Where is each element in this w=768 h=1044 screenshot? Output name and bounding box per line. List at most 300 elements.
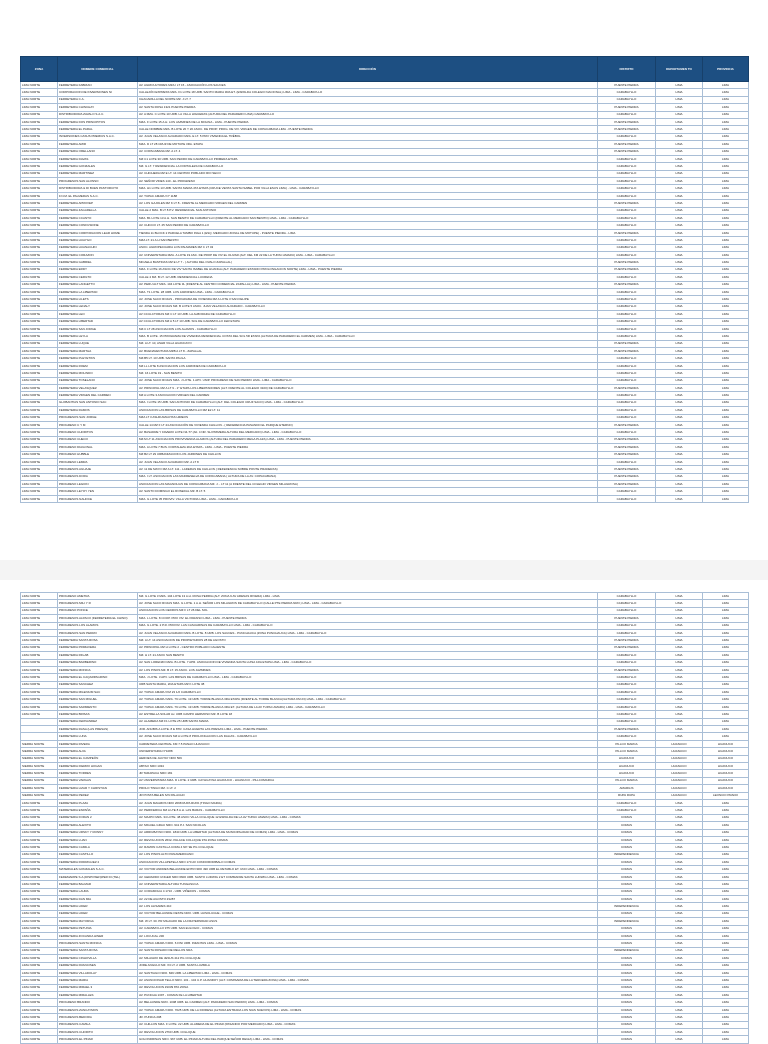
cell-distrito: PUENTE PIEDRA [598,726,656,733]
cell-direccion: AV. LOS GAJOLES MZ K LT 8 - FRENTE AL MERCADO VIRGEN DEL CARMEN [138,200,598,207]
table-row [21,903,749,910]
cell-zona: SIERRA NORTE [21,740,58,747]
cell-distrito: CARABAYLLO [598,251,656,258]
cell-departamento: LIMA [656,814,703,821]
cell-distrito: CARABAYLLO [598,192,656,199]
cell-zona: LIMA NORTE [21,251,58,258]
cell-nombre-comercial: F.N.M. EL PALMERAS S.A.C. [58,192,138,199]
table-row [21,89,749,96]
cell-zona: LIMA NORTE [21,836,58,843]
cell-nombre-comercial: FERRETERIA MOLINDO [58,370,138,377]
cell-departamento: LIMA [656,984,703,991]
cell-departamento: LIMA [656,881,703,888]
table-row [21,666,749,673]
cell-direccion: MZ C1 LOTE 30 URB. SAN PEDRO DE CARABAYLLO PRIMERA ETAPA [138,155,598,162]
cell-nombre-comercial: FERRETERIA CCANTO [58,215,138,222]
cell-departamento: LIMA [656,629,703,636]
cell-distrito: COMAS [598,881,656,888]
cell-distrito: PILLCO MARCA [598,740,656,747]
table-row [21,458,749,465]
cell-departamento: LIMA [656,844,703,851]
cell-distrito: INDEPENDENCIA [598,851,656,858]
cell-direccion: JORE ANGULO MZ. X3 LT. 2 URB. SANTA LUZMILA [138,962,598,969]
table-row [21,370,749,377]
table-row [21,207,749,214]
table-row [21,385,749,392]
cell-distrito: CARABAYLLO [598,215,656,222]
cell-direccion: MZA LT. 21 A.H SAN BENITO [138,237,598,244]
table-row [21,495,749,502]
cell-provincia: LIMA [703,1029,749,1036]
cell-direccion: AV. BASADRE Y FAVERO LOTE N4-T7 (Alt. 4 NR. SH PRIMERA ALTURA DEL MERCADO) LIMA - LIMA - CARABAYLLO [138,429,598,436]
cell-nombre-comercial: PROGRESOS CAMILA [58,1021,138,1028]
cell-nombre-comercial: FERRETERIA LA LIBERTAD [58,288,138,295]
cell-direccion: AV. SANTIAGO NRO. 849 URB. LA LIBERTAD LIMA - LIMA - COMAS [138,969,598,976]
cell-departamento: LIMA [656,674,703,681]
cell-distrito: PUENTE PIEDRA [598,259,656,266]
table-row [21,807,749,814]
cell-provincia: LIMA [703,141,749,148]
cell-provincia: LIMA [703,466,749,473]
cell-provincia: LIMA [703,215,749,222]
cell-departamento: LIMA [656,955,703,962]
cell-direccion: AV. PERIFERICA MZ A LTE 8 A.H. LAS BARAS - CARABAYLLO [138,807,598,814]
cell-nombre-comercial: FERRETERIA TOSELANO [58,377,138,384]
cell-nombre-comercial: FEDEMARPE S.A.(DISPOSEN)PER DI (TEL) [58,873,138,880]
cell-zona: LIMA NORTE [21,222,58,229]
cell-departamento: LIMA [656,807,703,814]
cell-zona: LIMA NORTE [21,659,58,666]
cell-nombre-comercial: FERRETERIA HUANACHIN [58,244,138,251]
table-row [21,466,749,473]
cell-zona: LIMA NORTE [21,1006,58,1013]
cell-distrito: COMAS [598,962,656,969]
cell-distrito: PUENTE PIEDRA [598,385,656,392]
cell-distrito: PUENTE PIEDRA [598,451,656,458]
table-row [21,836,749,843]
cell-provincia: LIMA [703,873,749,880]
cell-departamento: LIMA [656,414,703,421]
cell-zona: LIMA NORTE [21,644,58,651]
cell-direccion: AV. SANTA ROSA 1321 PUENTE PIEDRA [138,104,598,111]
cell-provincia: LIMA [703,200,749,207]
cell-provincia: LIMA [703,881,749,888]
cell-departamento: LIMA [656,689,703,696]
cell-provincia: LIMA [703,207,749,214]
cell-direccion: AV. CHICHERA MZ E LT. 14 CENTRO POBLADO RIO SECO [138,170,598,177]
cell-provincia: LIMA [703,104,749,111]
cell-distrito: COMAS [598,814,656,821]
table-row [21,192,749,199]
cell-direccion: MZ.M LT 11 ASOCIACION PROVIVIENDA ALAMOS (ALTURA DEL PARADERO MEGA PLAZA) LIMA - LIMA - PUENTE PIEDRA [138,436,598,443]
cell-direccion: AV. JOSE SACO ROJAS MZ A LOTE 8 PROLONGACION LAS DALIAS - CARABAYLLO [138,733,598,740]
cell-nombre-comercial: DISTRIBUIDORA ZAVALO S.A.C. [58,111,138,118]
cell-distrito: CARABAYLLO [598,629,656,636]
cell-distrito: CARABAYLLO [598,222,656,229]
cell-zona: LIMA NORTE [21,104,58,111]
table-row [21,615,749,622]
table-row [21,918,749,925]
table-row [21,785,749,792]
table-row [21,429,749,436]
cell-zona: LIMA NORTE [21,829,58,836]
cell-zona: LIMA NORTE [21,318,58,325]
cell-direccion: ABTAO NRO 1034 [138,762,598,769]
table-row [21,133,749,140]
table-row [21,622,749,629]
cell-provincia: LIMA [703,296,749,303]
cell-departamento: LIMA [656,488,703,495]
table-row [21,333,749,340]
cell-zona: LIMA NORTE [21,266,58,273]
table-row [21,148,749,155]
cell-zona: LIMA NORTE [21,666,58,673]
cell-direccion: AV. LOS PINOS ALTO PANAMERICANO [138,851,598,858]
cell-distrito: PUENTE PIEDRA [598,637,656,644]
cell-zona: LIMA NORTE [21,896,58,903]
cell-nombre-comercial: FERRETERIA C.A. [58,96,138,103]
cell-departamento: LIMA [656,466,703,473]
cell-nombre-comercial: FERRETERIA LANGETTO [58,281,138,288]
cell-departamento: LIMA [656,311,703,318]
cell-departamento: LIMA [656,288,703,295]
cell-direccion: CALLEJÓN EXPRESS MZA. F1 LOTE 18 URB. SANTO MARIA 3RA ET. (ESPALDA COLEGIO NACIONAL) LIMA - LIMA - CARABAYLLO [138,89,598,96]
cell-provincia: LIMA [703,681,749,688]
cell-zona: LIMA NORTE [21,207,58,214]
cell-zona: LIMA NORTE [21,407,58,414]
cell-distrito: INDEPENDENCIA [598,947,656,954]
cell-direccion: MZ. G LT. 7 RESIDENCIAL LA FORTALEZA DE CARABAYLLO [138,163,598,170]
cell-nombre-comercial: FERRETERIA RAMOS [58,407,138,414]
cell-departamento: LIMA [656,266,703,273]
cell-nombre-comercial: INVERSIONES CASUS PREMIUS S.A.C. [58,133,138,140]
cell-provincia: HUANUCO [703,740,749,747]
table-row [21,1014,749,1021]
table-row [21,674,749,681]
cell-departamento: LIMA [656,733,703,740]
cell-direccion: AV CCULCTORAS MZ A 5 LT 10 URB. SOL DE CARABAYLLO 1ER ETAPA [138,318,598,325]
cell-direccion: CALLE 4 MZ. B LT. 12 URB. RESIDENCIAL LUCRENA [138,274,598,281]
table-row [21,792,749,799]
cell-distrito: CARABAYLLO [598,163,656,170]
cell-direccion: AV CCULCTORAS MZ C LT 10 URB. LA ALBORADA DE CARABAYLLO [138,311,598,318]
cell-provincia: LIMA [703,1006,749,1013]
cell-nombre-comercial: FERRETERIA LAURA [58,888,138,895]
cell-zona: LIMA NORTE [21,325,58,332]
table-row [21,362,749,369]
cell-distrito: CARABAYLLO [598,288,656,295]
cell-direccion: AV. REVOLUCION 2760 URB. COLLIQUE [138,1029,598,1036]
cell-direccion: AV. ALAMEDA MZ F1 LOTE 25 URB SANTA MARIA [138,718,598,725]
cell-direccion: AV. SANTA ROSADO DE RELLOS NRA [138,947,598,954]
cell-departamento: HUANUCO [656,748,703,755]
cell-departamento: LIMA [656,481,703,488]
table-row [21,881,749,888]
cell-zona: LIMA NORTE [21,903,58,910]
cell-departamento: LIMA [656,947,703,954]
cell-direccion: AV. PERU ALT MZA. 104 LOTE 3L (FRENTE AL CENTRO COMERCIAL ZAPALLAL) LIMA - LIMA - PUENTE PIEDRA [138,281,598,288]
cell-departamento: LIMA [656,325,703,332]
cell-zona: LIMA NORTE [21,163,58,170]
cell-zona: LIMA NORTE [21,615,58,622]
cell-distrito: CARABAYLLO [598,207,656,214]
cell-nombre-comercial: FERRETERIA MAYORGA [58,918,138,925]
cell-distrito: PILLCO MARCA [598,777,656,784]
cell-zona: SIERRA NORTE [21,755,58,762]
cell-direccion: AV. RAMON CASTILLA COMA 4 NP. 9E PG COLLIQUE [138,844,598,851]
table-row [21,969,749,976]
cell-zona: LIMA NORTE [21,481,58,488]
cell-departamento: LIMA [656,888,703,895]
cell-provincia: LIMA [703,903,749,910]
cell-distrito: CARABAYLLO [598,689,656,696]
cell-provincia: LIMA [703,229,749,236]
cell-direccion: AV. AGRICULTORES MZA I LT 15 - ASOCIACIÓN LOS SAUCES [138,82,598,89]
cell-provincia: LIMA [703,689,749,696]
cell-nombre-comercial: PROGRESO HUBBLE [58,451,138,458]
cell-zona: LIMA NORTE [21,681,58,688]
cell-direccion: GOLONDRINAS NRO. 967 URB. EL PINAR ALTURA DEL PARQUE SEÑOR REGIA) LIMA - LIMA - COMAS [138,1036,598,1043]
table-row [21,170,749,177]
table-row [21,96,749,103]
cell-distrito: COMAS [598,910,656,917]
cell-distrito: COMAS [598,1029,656,1036]
cell-nombre-comercial: FERRETERIA VILLADOLAY [58,969,138,976]
cell-nombre-comercial: FERRETERIA CHINCHAY [58,104,138,111]
cell-departamento: LIMA [656,333,703,340]
cell-distrito: CARABAYLLO [598,333,656,340]
cell-distrito: PUENTE PIEDRA [598,104,656,111]
cell-provincia: LIMA [703,896,749,903]
cell-provincia: LIMA [703,607,749,614]
cell-departamento: LIMA [656,303,703,310]
cell-departamento: LIMA [656,495,703,502]
cell-zona: LIMA NORTE [21,977,58,984]
cell-provincia: LIMA [703,659,749,666]
cell-distrito: PUENTE PIEDRA [598,229,656,236]
cell-departamento: HUANUCO [656,777,703,784]
cell-nombre-comercial: FERRETERIA URSKY Y RONNY [58,829,138,836]
cell-distrito: CARABAYLLO [598,170,656,177]
cell-provincia: LIMA [703,495,749,502]
cell-distrito: PUENTE PIEDRA [598,644,656,651]
cell-distrito: CARABAYLLO [598,89,656,96]
cell-zona: LIMA NORTE [21,495,58,502]
cell-zona: LIMA NORTE [21,918,58,925]
cell-nombre-comercial: FERRETERIA RIVERA [58,740,138,747]
cell-departamento: LIMA [656,925,703,932]
table-row [21,799,749,806]
table-row [21,259,749,266]
cell-direccion: MZA. T1 LOTE. 28 URB. LOS JARDINES LIMA - LIMA - CARABAYLLO [138,288,598,295]
table-row [21,237,749,244]
cell-provincia: LIMA [703,733,749,740]
cell-departamento: LIMA [656,407,703,414]
cell-nombre-comercial: FERRETERIA LIBERTAD [58,318,138,325]
cell-distrito: PUENTE PIEDRA [598,266,656,273]
cell-zona: LIMA NORTE [21,333,58,340]
cell-departamento: LIMA [656,896,703,903]
table-row [21,244,749,251]
cell-nombre-comercial: FERRETERIA MARTINEZ [58,170,138,177]
cell-direccion: AV. PUNCHA 1397 - COMAS FE LA LIBERTAD [138,992,598,999]
cell-provincia: LIMA [703,288,749,295]
cell-departamento: LIMA [656,82,703,89]
cell-distrito: COMAS [598,999,656,1006]
cell-departamento: HUANUCO [656,770,703,777]
cell-zona: LIMA NORTE [21,362,58,369]
table-row [21,659,749,666]
cell-nombre-comercial: FERRETERIA SAN MIGUEL [58,696,138,703]
cell-nombre-comercial: FERRETERIA GONZALES [58,163,138,170]
table-row [21,607,749,614]
cell-direccion: AV. CARABAYLLO 975 URB. SAN EULOGIO - COMAS [138,925,598,932]
cell-departamento: LIMA [656,637,703,644]
cell-distrito: CARABAYLLO [598,311,656,318]
cell-distrito: COMAS [598,1014,656,1021]
cell-departamento: LIMA [656,111,703,118]
cell-distrito: PUENTE PIEDRA [598,615,656,622]
cell-departamento: LIMA [656,829,703,836]
cell-zona: LIMA NORTE [21,674,58,681]
cell-direccion: AV. ASUNCIONAR TELLO NRO. 101 - 104 U.P. HUANDOY (ALT. COMISARIA DE LA TERCERA ZONA) LIMA - LIMA - COMAS [138,977,598,984]
cell-provincia: LIMA [703,244,749,251]
cell-direccion: MZ B2 LT 29 URBANIZACION LOS JARDINES DE CHILLON [138,451,598,458]
table-row [21,215,749,222]
table-row [21,629,749,636]
cell-departamento: HUANUCO [656,755,703,762]
cell-zona: LIMA NORTE [21,637,58,644]
cell-provincia: LIMA [703,163,749,170]
table-row [21,896,749,903]
cell-provincia: LEONCIO PRADO [703,792,749,799]
cell-direccion: MZ A LOTE 3 ASOCIACION VIRGEN DEL CARMEN [138,392,598,399]
cell-provincia: LIMA [703,436,749,443]
cell-distrito: INDEPENDENCIA [598,918,656,925]
cell-direccion: MZA. G LOTE. 2 P.R. PROVIV. LAS CASUARINAS DE CARABAYLLO LIMA - LIMA - CARABAYLLO [138,622,598,629]
cell-nombre-comercial: FERRETERIA BALMAR [58,881,138,888]
cell-zona: LIMA NORTE [21,711,58,718]
cell-direccion: AV. UNIVERSITARIA ALTURA TUNGASUCA [138,881,598,888]
cell-nombre-comercial: PROGRESOS SANTA MONICA [58,940,138,947]
cell-zona: LIMA NORTE [21,96,58,103]
cell-direccion: MZA. J LOTE. 3 APV. LAS BRISAS DE CARABAYLLO LIMA - LIMA - CARABAYLLO [138,674,598,681]
cell-nombre-comercial: FERRETERIA VIRGEN DEL CARMEN [58,392,138,399]
cell-zona: LIMA NORTE [21,348,58,355]
cell-distrito: CARABAYLLO [598,718,656,725]
cell-departamento: HUANUCO [656,762,703,769]
cell-direccion: JR TARAPACA NRO 181 [138,770,598,777]
header-zona: ZONA [21,57,58,82]
ferreterias-table-page-1 [20,56,749,503]
cell-provincia: HUANUCO [703,748,749,755]
cell-distrito: PUENTE PIEDRA [598,340,656,347]
cell-zona: LIMA NORTE [21,703,58,710]
cell-provincia: LIMA [703,615,749,622]
cell-provincia: LIMA [703,629,749,636]
cell-zona: LIMA NORTE [21,807,58,814]
cell-nombre-comercial: PROGRESOS BEDORA [58,1014,138,1021]
cell-distrito: CARABAYLLO [598,674,656,681]
cell-nombre-comercial: FERRETERIA ALVA [58,748,138,755]
table-row [21,473,749,480]
table-row [21,992,749,999]
cell-distrito: CARABAYLLO [598,711,656,718]
cell-zona: LIMA NORTE [21,696,58,703]
cell-zona: LIMA NORTE [21,466,58,473]
cell-nombre-comercial: PROGRESOS ALPACO (FERRETERIA EL CHINO) [58,615,138,622]
cell-provincia: LIMA [703,859,749,866]
cell-distrito: CARABAYLLO [598,111,656,118]
cell-zona: LIMA NORTE [21,999,58,1006]
cell-direccion: PROLO TINGO MZ. C LT. 2 [138,785,598,792]
cell-distrito: CARABAYLLO [598,600,656,607]
table-row [21,770,749,777]
cell-zona: LIMA NORTE [21,932,58,939]
header-nombre-comercial: NOMBRE COMERCIAL [58,57,138,82]
cell-provincia: LIMA [703,666,749,673]
cell-departamento: LIMA [656,104,703,111]
cell-departamento: LIMA [656,148,703,155]
cell-provincia: LIMA [703,266,749,273]
cell-direccion: ASOCIACION LAS MAGNOLIAS DE COPACABANA MZ. J. - LT 11 (A FRENTE DEL COLEGIO VIRGEN MILAGROSA) [138,481,598,488]
cell-provincia: LIMA [703,355,749,362]
cell-zona: LIMA NORTE [21,814,58,821]
cell-nombre-comercial: PROGRESOS DORA [58,473,138,480]
cell-direccion: AV. TUPAC AMARU N° 1188 [138,192,598,199]
cell-departamento: LIMA [656,696,703,703]
cell-zona: LIMA NORTE [21,192,58,199]
table-row [21,451,749,458]
cell-departamento: LIMA [656,607,703,614]
cell-provincia: LIMA [703,955,749,962]
cell-distrito: CARABAYLLO [598,178,656,185]
cell-direccion: AV. LOS PINOS MZ. B LT. 15 ASOC. LOS JAZMINES [138,666,598,673]
cell-direccion: MZ. H LT. 21 ASOC SAN BENITO [138,652,598,659]
cell-provincia: LIMA [703,170,749,177]
table-row [21,711,749,718]
cell-zona: LIMA NORTE [21,940,58,947]
cell-zona: LIMA NORTE [21,910,58,917]
cell-nombre-comercial: FERRETERIA LIZAR Y CHRISTIAN [58,785,138,792]
cell-provincia: LIMA [703,259,749,266]
cell-zona: LIMA NORTE [21,229,58,236]
cell-zona: SIERRA NORTE [21,777,58,784]
cell-departamento: LIMA [656,215,703,222]
cell-nombre-comercial: FERRETERIA FIERRO HOGAN [58,762,138,769]
cell-departamento: LIMA [656,903,703,910]
cell-distrito: CARABAYLLO [598,681,656,688]
cell-distrito: CARABAYLLO [598,325,656,332]
cell-departamento: LIMA [656,600,703,607]
cell-distrito: HUANUCO [598,762,656,769]
cell-zona: LIMA NORTE [21,133,58,140]
cell-provincia: LIMA [703,192,749,199]
cell-nombre-comercial: FERRETERIA SANTA ROSA [58,637,138,644]
cell-provincia: HUANUCO [703,770,749,777]
cell-direccion: MZ. G LOTE 3 MZA. 104 LOTE 13 A.H. ROSA PERRIA (ALT. ZONA 9 AV ARENAS RIVERA) LIMA - LIMA [138,593,598,600]
table-row [21,593,749,600]
cell-direccion: URB SANTA MARIA, 2DA ETAPA MZ K LOTE 38 [138,681,598,688]
cell-nombre-comercial: FERRETERIA TORRES [58,770,138,777]
cell-provincia: LIMA [703,377,749,384]
cell-distrito: CARABAYLLO [598,807,656,814]
table-row [21,822,749,829]
cell-zona [21,726,58,733]
cell-distrito: CARABAYLLO [598,458,656,465]
cell-nombre-comercial: FERRETERIA CORPORACION LEAR HOME [58,229,138,236]
cell-nombre-comercial: FERRETERIA ORELLANO [58,148,138,155]
